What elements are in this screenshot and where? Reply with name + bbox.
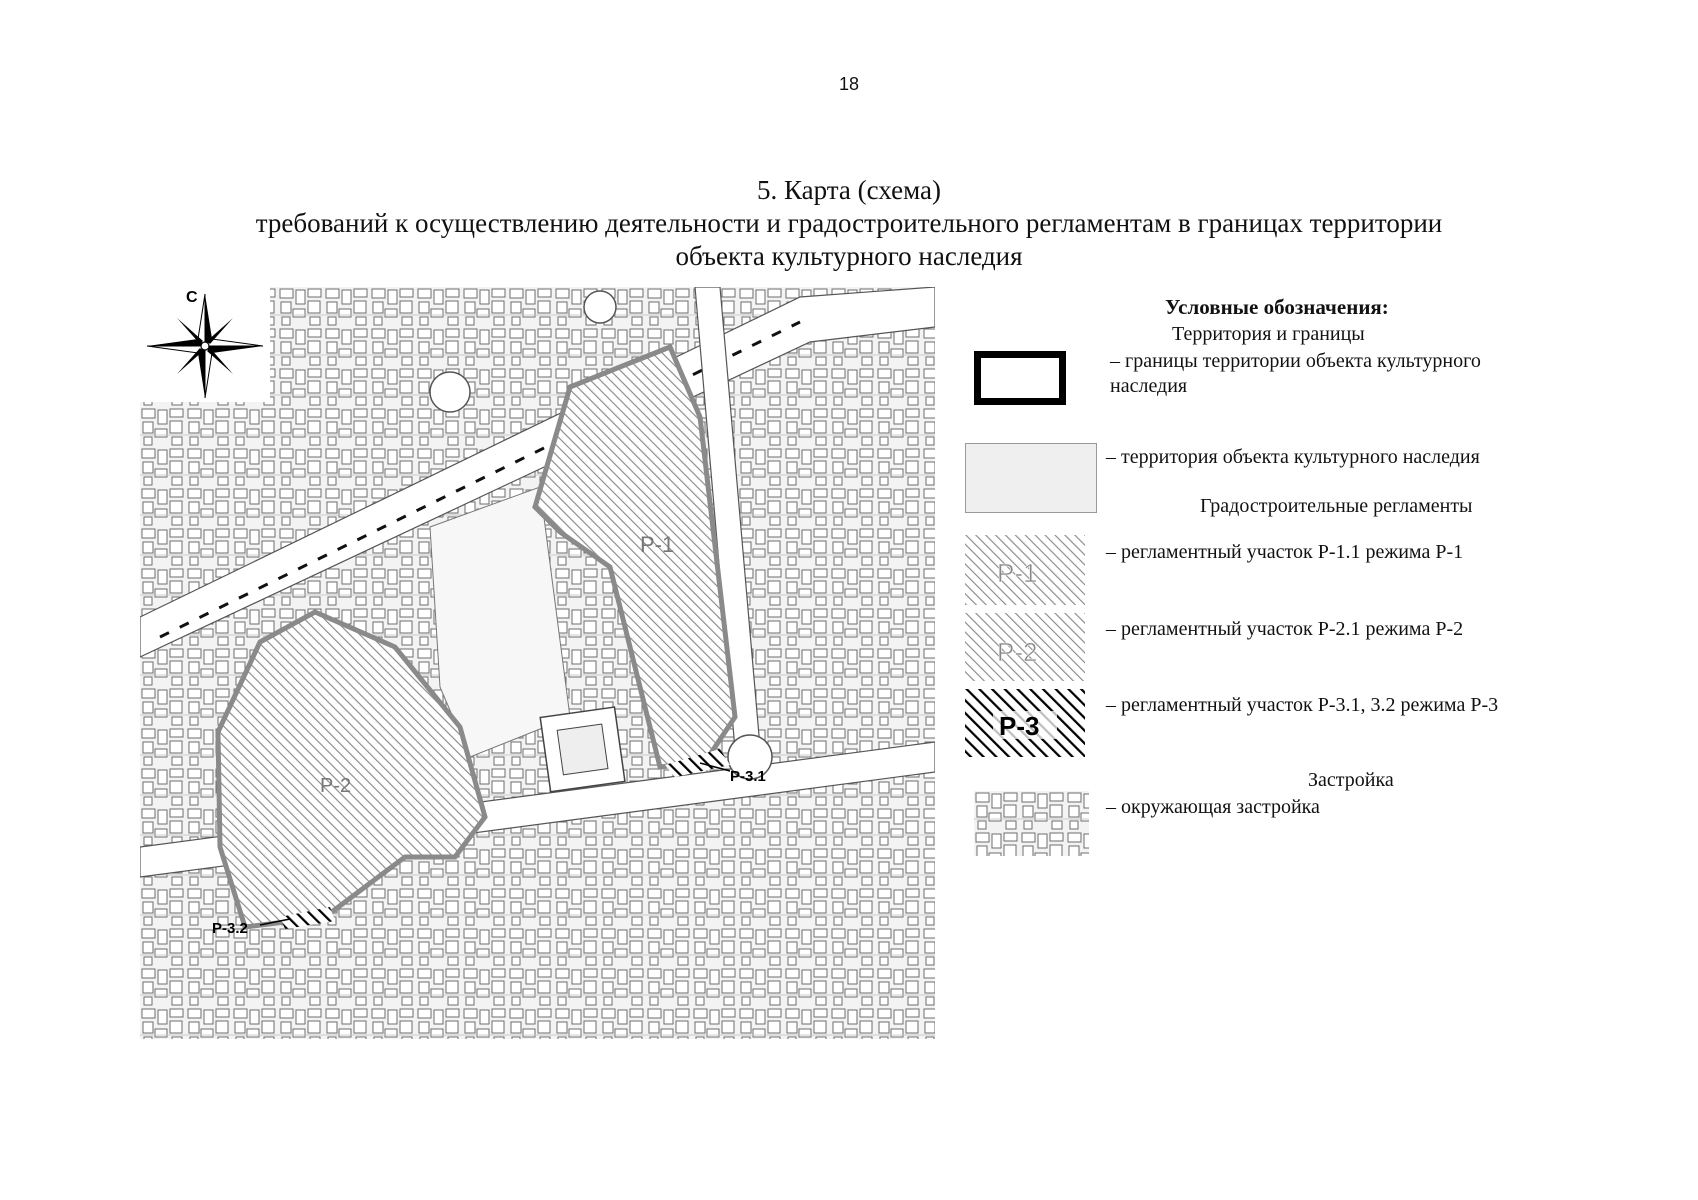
legend-boundary-text-2: наследия bbox=[1110, 375, 1188, 397]
legend-section-regulations: Градостроительные регламенты bbox=[1200, 495, 1473, 517]
legend-p2-swatch bbox=[965, 613, 1085, 681]
compass-north-label: С bbox=[186, 289, 198, 306]
legend-heading: Условные обозначения: bbox=[1165, 295, 1389, 319]
legend-p3-label: Р-3 bbox=[999, 711, 1040, 741]
callout-p3-1: Р-3.1 bbox=[730, 768, 766, 785]
legend-section-territory: Территория и границы bbox=[1172, 323, 1365, 345]
legend-p3-swatch bbox=[965, 689, 1085, 757]
zone-p1-label: Р-1 bbox=[640, 532, 675, 557]
legend-p1-text: – регламентный участок Р-1.1 режима Р-1 bbox=[1106, 541, 1464, 563]
compass-icon bbox=[140, 282, 270, 410]
legend-territory-text: – территория объекта культурного наследия bbox=[1106, 446, 1480, 468]
legend-p1-label: Р-1 bbox=[997, 558, 1038, 588]
map-title-line-2: требований к осуществлению деятельности и градостроительного регламентам в границах территории bbox=[255, 208, 1443, 238]
legend-p1-swatch bbox=[965, 535, 1085, 605]
page-number: 18 bbox=[838, 74, 860, 94]
legend-p2-label: Р-2 bbox=[997, 637, 1038, 667]
legend-p3-text: – регламентный участок Р-3.1, 3.2 режима Р-3 bbox=[1106, 694, 1499, 716]
legend-section-buildings: Застройка bbox=[1308, 769, 1394, 791]
legend-territory-swatch bbox=[965, 443, 1097, 513]
zone-p2-label: Р-2 bbox=[320, 775, 352, 797]
legend-buildings-swatch bbox=[974, 791, 1089, 856]
legend-p2-text: – регламентный участок Р-2.1 режима Р-2 bbox=[1106, 618, 1464, 640]
legend-boundary-swatch bbox=[974, 351, 1066, 405]
legend-boundary-text-1: – границы территории объекта культурного bbox=[1110, 350, 1481, 372]
compass-rose bbox=[140, 282, 270, 410]
callout-p3-2: Р-3.2 bbox=[212, 920, 248, 937]
legend-buildings-text: – окружающая застройка bbox=[1106, 796, 1320, 818]
map-title-line-1: 5. Карта (схема) bbox=[757, 175, 941, 205]
map-title-line-3: объекта культурного наследия bbox=[675, 241, 1023, 271]
